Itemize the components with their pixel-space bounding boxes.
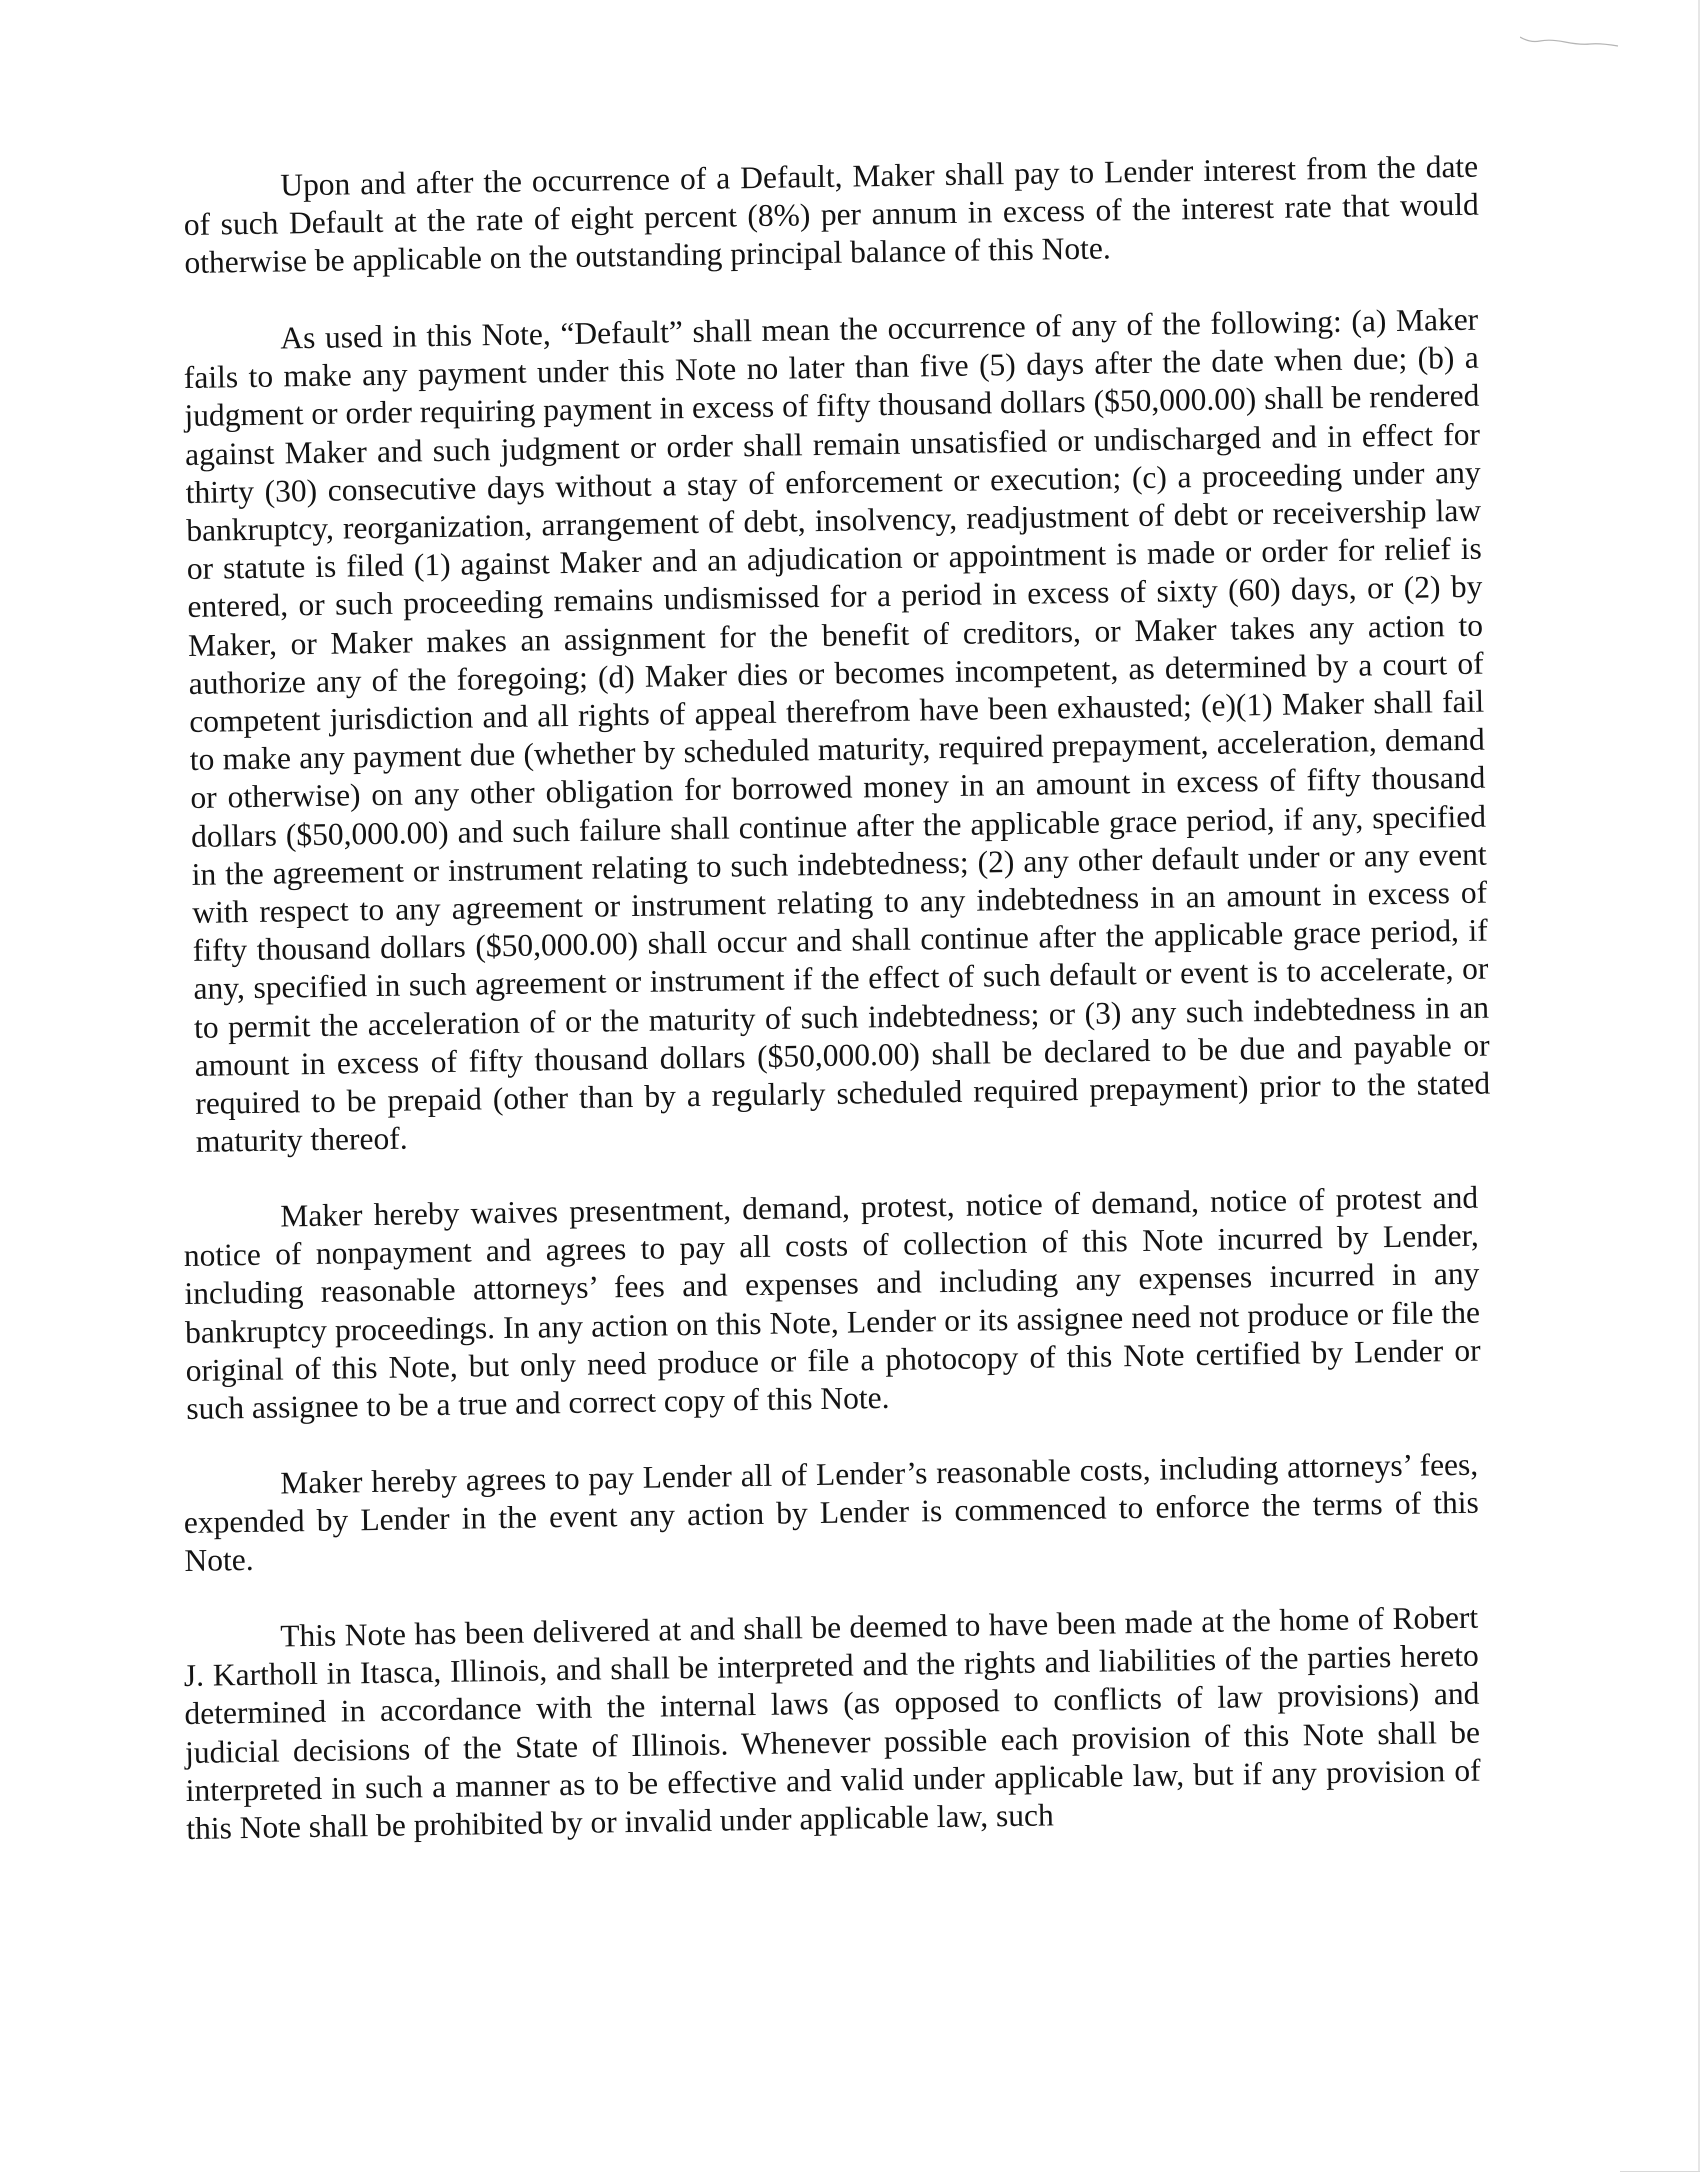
paragraph-waiver: Maker hereby waives presentment, demand, protest, notice of demand, notice of protest and notice of nonpayment and agrees to pay all costs of collection of this Note incurred by Lender, including reasonable attorneys’ fees and expenses and including any expenses incurred in any bankruptcy proceedings. In any action on this Note, Lender or its assignee need not produce or file the original of this Note, but only need produce or file a photocopy of this Note certified by Lender or such assignee to be a true and correct copy of this Note. [183,1179,1481,1427]
paragraph-default-interest: Upon and after the occurrence of a Default, Maker shall pay to Lender interest from the date of such Default at the rate of eight percent (8%) per annum in excess of the interest rate that would otherwise be applicable on the outstanding principal balance of this Note. [183,148,1480,281]
paragraph-governing-law: This Note has been delivered at and shall be deemed to have been made at the home of Robert J. Kartholl in Itasca, Illinois, and shall be interpreted and the rights and liabilities of the parties hereto determined in accordance with the internal laws (as opposed to conflicts of law provisions) and judicial decisions of the State of Illinois. Whenever possible each provision of this Note shall be interpreted in such a manner as to be effective and valid under applicable law, but if any provision of this Note shall be prohibited by or invalid under applicable law, such [183,1599,1481,1846]
paragraph-default-definition: As used in this Note, “Default” shall mean the occurrence of any of the following: (a) Maker fails to make any payment under this Note no later than five (5) days after the date when due; (b) a judgment or order requiring payment in excess of fifty thousand dollars ($50,000.00) shall be rendered against Maker and such judgment or order shall remain unsatisfied or undischarged and in effect for thirty (30) consecutive days without a stay of enforcement or execution; (c) a proceeding under any bankruptcy, reorganization, arrangement of debt, insolvency, readjustment of debt or receivership law or statute is filed (1) against Maker and an adjudication or appointment is made or order for relief is entered, or such proceeding remains undismissed for a period in excess of sixty (60) days, or (2) by Maker, or Maker makes an assignment for the benefit of creditors, or Maker takes any action to authorize any of the foregoing; (d) Maker dies or becomes incompetent, as determined by a court of competent jurisdiction and all rights of appeal therefrom have been exhausted; (e)(1) Maker shall fail to make any payment due (whether by scheduled maturity, required prepayment, acceleration, demand or otherwise) on any other obligation for borrowed money in an amount in excess of fifty thousand dollars ($50,000.00) and such failure shall continue after the applicable grace period, if any, specified in the agreement or instrument relating to such indebtedness; (2) any other default under or any event with respect to any agreement or instrument relating to any indebtedness in an amount in excess of fifty thousand dollars ($50,000.00) shall occur and shall continue after the applicable grace period, if any, specified in such agreement or instrument if the effect of such default or event is to accelerate, or to permit the acceleration of or the maturity of such indebtedness; or (3) any such indebtedness in an amount in excess of fifty thousand dollars ($50,000.00) shall be declared to be due and payable or required to be prepaid (other than by a regularly scheduled required prepayment) prior to the stated maturity thereof. [183,301,1491,1159]
scan-artifact-mark [1520,35,1620,49]
paragraph-costs: Maker hereby agrees to pay Lender all of Lender’s reasonable costs, including attorneys’ fees, expended by Lender in the event any action by Lender is commenced to enforce the terms of this Note. [183,1446,1480,1579]
document-page [183,148,1491,1886]
